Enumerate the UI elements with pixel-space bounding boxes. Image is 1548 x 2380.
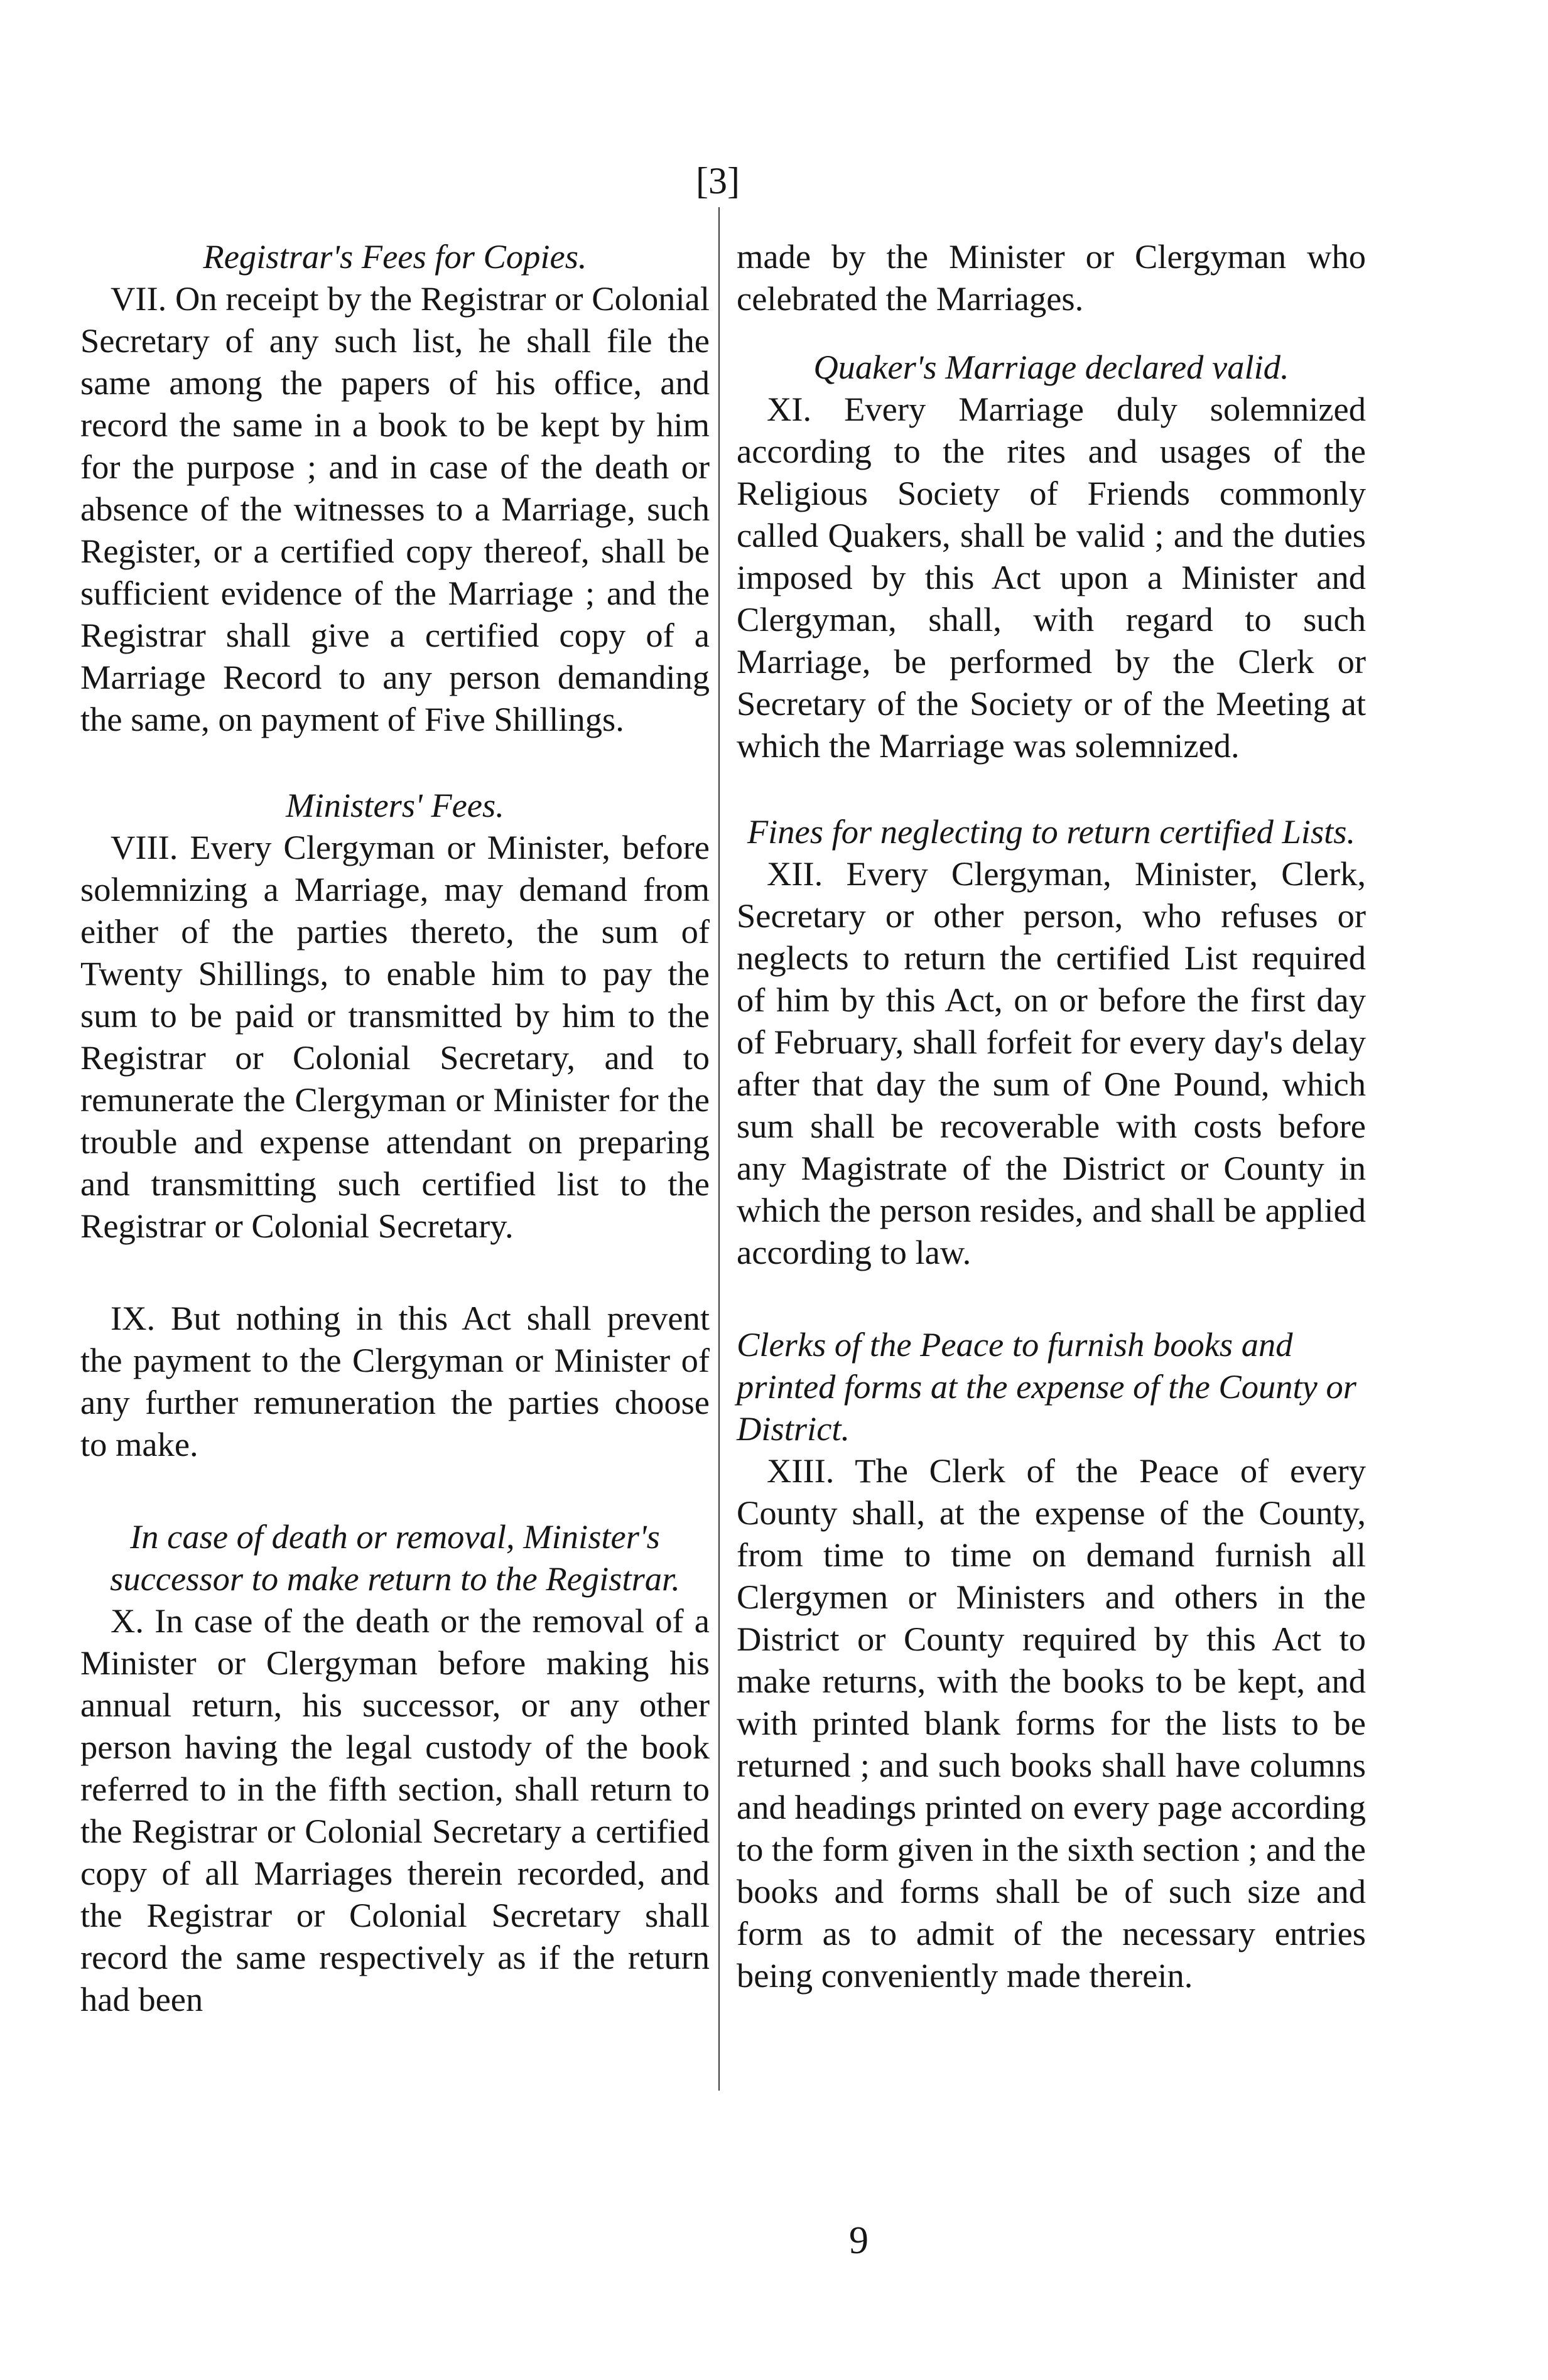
section-8-text: VIII. Every Clergyman or Minister, before solemnizing a Marriage, may demand from either of the parties thereto, the sum of Twenty Shillings, to enable him to pay the sum to be paid or transmitted by him to the Registrar or Colonial Secretary, and to remunerate the Clergyman or Minister for the trouble and expense attendant on preparing and transmitting such certified list to the Registrar or Colonial Secretary.	[80, 828, 710, 1245]
section-7-heading: Registrar's Fees for Copies.	[203, 237, 587, 276]
section-10-text: X. In case of the death or the removal of a Minister or Clergyman before making his annual return, his successor, or any other person having the legal custody of the book referred to in the fifth section, shall return to the Registrar or Colonial Secretary a certified copy of all Marriages therein recorded, and the Registrar or Colonial Secretary shall record the same respectively as if the return had been	[80, 1602, 710, 2018]
section-13-heading: Clerks of the Peace to furnish books and printed forms at the expense of the County or District.	[737, 1325, 1356, 1448]
section-13-text: XIII. The Clerk of the Peace of every County shall, at the expense of the County, from time to time on demand furnish all Clergymen or Ministers and others in the District or County required by this Act to make returns, with the books to be kept, and with printed blank forms for the lists to be returned ; and such books shall have columns and headings printed on every page according to the form given in the sixth section ; and the books and forms shall be of such size and form as to admit of the necessary entries being conveniently made therein.	[737, 1451, 1366, 1995]
section-7-text: VII. On receipt by the Registrar or Colonial Secretary of any such list, he shall file the same among the papers of his office, and record the same in a book to be kept by him for the purpose ; and in case of the death or absence of the witnesses to a Marriage, such Register, or a certified copy thereof, shall be sufficient evidence of the Marriage ; and the Registrar shall give a certified copy of a Marriage Record to any person demanding the same, on payment of Five Shillings.	[80, 279, 710, 738]
right-column	[737, 235, 1366, 1996]
section-10-continued: made by the Minister or Clergyman who celebrated the Marriages.	[737, 237, 1366, 318]
column-divider	[718, 207, 720, 2091]
page-number: [3]	[696, 160, 740, 202]
left-column	[80, 235, 710, 2020]
section-12-text: XII. Every Clergyman, Minister, Clerk, Secretary or other person, who refuses or neglects to return the certified List required of him by this Act, on or before the first day of February, shall forfeit for every day's delay after that day the sum of One Pound, which sum shall be recoverable with costs before any Magistrate of the District or County in which the person resides, and shall be applied according to law.	[737, 854, 1366, 1271]
section-10-heading: In case of death or removal, Minister's successor to make return to the Registrar.	[110, 1517, 680, 1598]
section-11-heading: Quaker's Marriage declared valid.	[813, 348, 1289, 386]
section-8-heading: Ministers' Fees.	[286, 786, 504, 824]
folio-mark: 9	[849, 2219, 869, 2262]
section-9-text: IX. But nothing in this Act shall prevent the payment to the Clergyman or Minister of any further remuneration the parties choose to make.	[80, 1299, 710, 1463]
section-12-heading: Fines for neglecting to return certified Lists.	[747, 812, 1356, 851]
section-11-text: XI. Every Marriage duly solemnized according to the rites and usages of the Religious Society of Friends commonly called Quakers, shall be valid ; and the duties imposed by this Act upon a Minister and Clergyman, shall, with regard to such Marriage, be performed by the Clerk or Secretary of the Society or of the Meeting at which the Marriage was solemnized.	[737, 390, 1366, 765]
